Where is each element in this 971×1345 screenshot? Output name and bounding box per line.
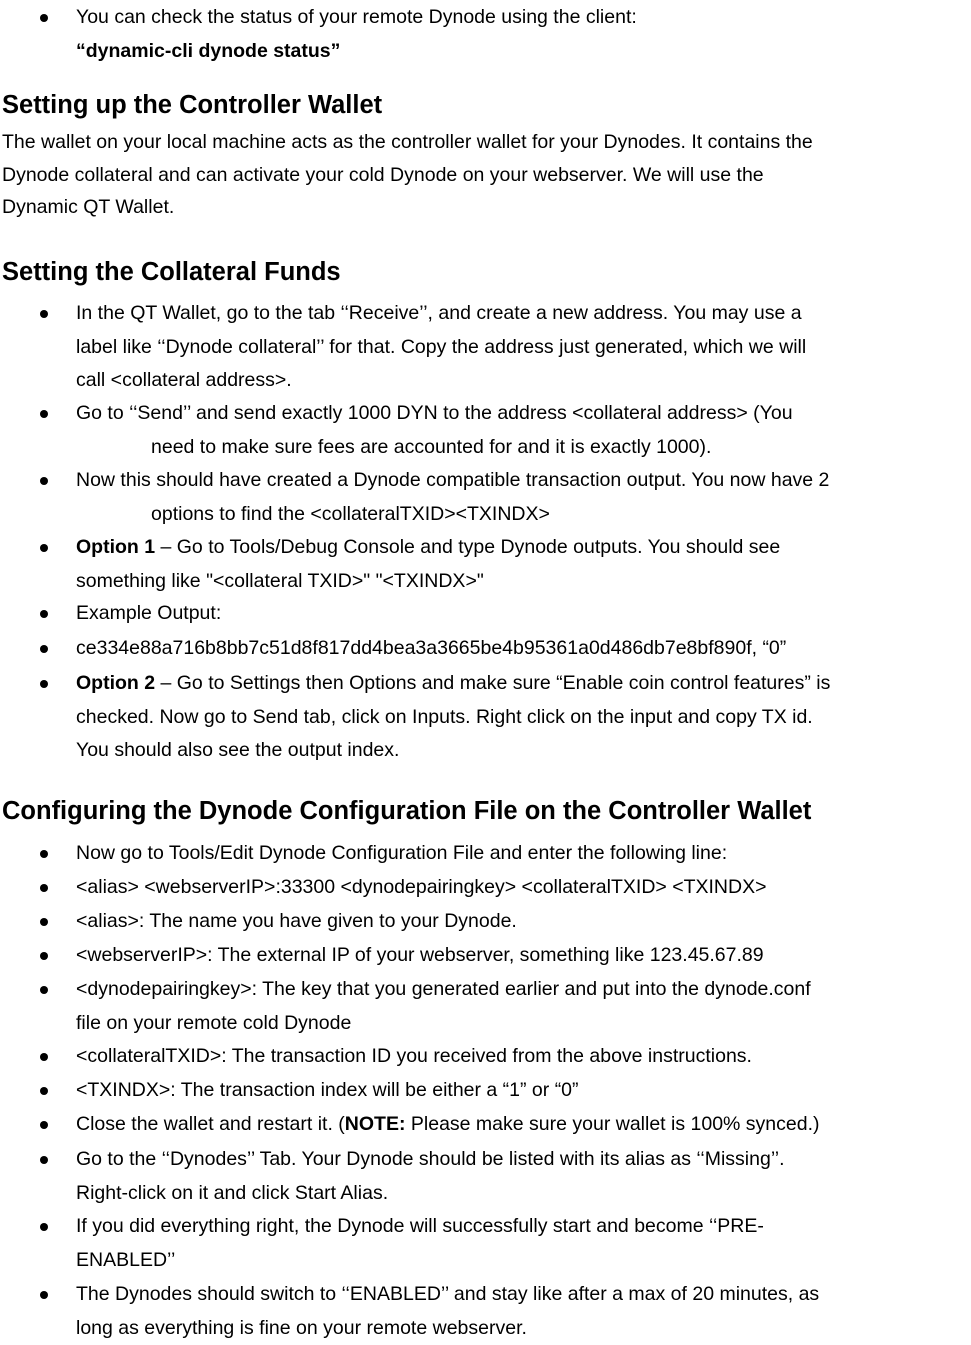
bullet-icon <box>40 610 48 618</box>
bullet-icon <box>40 986 48 994</box>
list-item-text: <alias>: The name you have given to your Dynode. <box>76 905 968 939</box>
bullet-icon <box>40 544 48 552</box>
section-heading: Setting up the Controller Wallet <box>2 88 382 122</box>
bullet-icon <box>40 952 48 960</box>
paragraph-line: Dynode collateral and can activate your cold Dynode on your webserver. We will use the <box>2 159 968 192</box>
bullet-icon <box>40 310 48 318</box>
note-label: NOTE: <box>345 1113 406 1135</box>
bullet-icon <box>40 1223 48 1231</box>
list-item-text: options to find the <collateralTXID><TXINDX> <box>151 498 968 532</box>
list-item-text: If you did everything right, the Dynode will successfully start and become ‘‘PRE- <box>76 1210 968 1244</box>
list-item-text: You should also see the output index. <box>76 734 968 768</box>
list-item-text: checked. Now go to Send tab, click on Inputs. Right click on the input and copy TX id. <box>76 701 968 735</box>
bullet-icon <box>40 14 48 22</box>
option-label: Option 1 <box>76 536 155 558</box>
paragraph-line: Dynamic QT Wallet. <box>2 191 968 224</box>
list-item-text: file on your remote cold Dynode <box>76 1007 968 1041</box>
section-heading: Configuring the Dynode Configuration File on the Controller Wallet <box>2 794 811 828</box>
list-item-text: Right-click on it and click Start Alias. <box>76 1177 968 1211</box>
list-item-text: Now this should have created a Dynode compatible transaction output. You now have 2 <box>76 464 968 498</box>
list-item-text: Please make sure your wallet is 100% synced.) <box>405 1113 819 1135</box>
list-item-text: Close the wallet and restart it. ( <box>76 1113 345 1135</box>
bullet-icon <box>40 680 48 688</box>
bullet-icon <box>40 1087 48 1095</box>
list-item-text: something like "<collateral TXID>" "<TXINDX>" <box>76 565 968 599</box>
list-item-text: <collateralTXID>: The transaction ID you received from the above instructions. <box>76 1040 968 1074</box>
bullet-icon <box>40 850 48 858</box>
list-item-text: The Dynodes should switch to ‘‘ENABLED’’ and stay like after a max of 20 minutes, as <box>76 1278 968 1312</box>
list-item-text: ENABLED’’ <box>76 1244 968 1278</box>
paragraph-line: The wallet on your local machine acts as the controller wallet for your Dynodes. It contains the <box>2 126 968 159</box>
example-output: ce334e88a716b8bb7c51d8f817dd4bea3a3665be4b95361a0d486db7e8bf890f, “0” <box>76 632 968 666</box>
list-item-text: Go to ‘‘Send’’ and send exactly 1000 DYN to the address <collateral address> (You <box>76 397 968 431</box>
config-line: <alias> <webserverIP>:33300 <dynodepairingkey> <collateralTXID> <TXINDX> <box>76 871 968 905</box>
option-label: Option 2 <box>76 672 155 694</box>
bullet-icon <box>40 645 48 653</box>
list-item-text: In the QT Wallet, go to the tab ‘‘Receive’’, and create a new address. You may use a <box>76 297 968 331</box>
list-item-text: – Go to Tools/Debug Console and type Dynode outputs. You should see <box>155 536 780 558</box>
list-item-text: label like ‘‘Dynode collateral’’ for that. Copy the address just generated, which we will <box>76 331 968 365</box>
bullet-icon <box>40 1053 48 1061</box>
bullet-icon <box>40 1291 48 1299</box>
list-item-text: Example Output: <box>76 597 968 631</box>
list-item-text: You can check the status of your remote Dynode using the client: <box>76 1 968 35</box>
list-item-text: <dynodepairingkey>: The key that you generated earlier and put into the dynode.conf <box>76 973 968 1007</box>
list-item-text: Now go to Tools/Edit Dynode Configuration File and enter the following line: <box>76 837 968 871</box>
bullet-icon <box>40 884 48 892</box>
list-item-text: need to make sure fees are accounted for and it is exactly 1000). <box>151 431 968 465</box>
list-item-text: – Go to Settings then Options and make sure “Enable coin control features” is <box>155 672 830 694</box>
list-item-text: <webserverIP>: The external IP of your webserver, something like 123.45.67.89 <box>76 939 968 973</box>
paragraph <box>2 126 968 224</box>
list-item-text: call <collateral address>. <box>76 364 968 398</box>
section-heading: Setting the Collateral Funds <box>2 255 341 289</box>
bullet-icon <box>40 918 48 926</box>
list-item-text: <TXINDX>: The transaction index will be either a “1” or “0” <box>76 1074 968 1108</box>
bullet-icon <box>40 1156 48 1164</box>
bullet-icon <box>40 410 48 418</box>
bullet-icon <box>40 1121 48 1129</box>
list-item-text: long as everything is fine on your remote webserver. <box>76 1312 968 1345</box>
command-text: “dynamic-cli dynode status” <box>76 35 968 69</box>
list-item-text: Go to the ‘‘Dynodes’’ Tab. Your Dynode should be listed with its alias as ‘‘Missing’’. <box>76 1143 968 1177</box>
bullet-icon <box>40 477 48 485</box>
